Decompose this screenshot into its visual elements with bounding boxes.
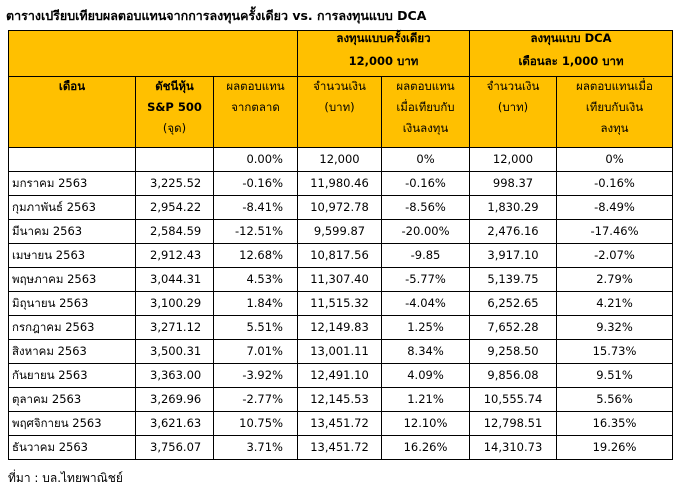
cell-lump-amount: 11,307.40 (298, 268, 382, 292)
cell-dca-return: 9.51% (557, 364, 673, 388)
header-dca-return-line2: เทียบกับเงิน (585, 100, 644, 114)
cell-lump-return: -20.00% (382, 220, 470, 244)
table-row (9, 412, 673, 436)
cell-sp500-index: 3,269.96 (136, 388, 214, 412)
cell-lump-amount: 12,000 (298, 148, 382, 172)
cell-lump-amount: 13,451.72 (298, 436, 382, 460)
cell-dca-return: -0.16% (557, 172, 673, 196)
cell-dca-return: -2.07% (557, 244, 673, 268)
cell-dca-amount: 998.37 (470, 172, 557, 196)
header-group-lump-line1: ลงทุนแบบครั้งเดียว (336, 31, 431, 45)
cell-sp500-index: 2,912.43 (136, 244, 214, 268)
cell-dca-amount: 5,139.75 (470, 268, 557, 292)
cell-dca-amount: 6,252.65 (470, 292, 557, 316)
table-row (9, 436, 673, 460)
cell-dca-return: 9.32% (557, 316, 673, 340)
cell-lump-amount: 12,145.53 (298, 388, 382, 412)
cell-month: สิงหาคม 2563 (9, 340, 136, 364)
table-row (9, 292, 673, 316)
cell-dca-amount: 14,310.73 (470, 436, 557, 460)
header-lump-return-line3: เงินลงทุน (402, 121, 449, 135)
table-row (9, 244, 673, 268)
cell-sp500-index (136, 148, 214, 172)
cell-month: มกราคม 2563 (9, 172, 136, 196)
table-row (9, 148, 673, 172)
header-dca-return-line1: ผลตอบแทนเมื่อ (576, 79, 653, 93)
cell-market-return: -0.16% (214, 172, 298, 196)
cell-dca-return: -8.49% (557, 196, 673, 220)
cell-dca-amount: 9,258.50 (470, 340, 557, 364)
cell-market-return: 3.71% (214, 436, 298, 460)
header-market-return-line1: ผลตอบแทน (226, 79, 285, 93)
source-note: ที่มา : บล.ไทยพาณิชย์ (8, 471, 123, 485)
header-dca-amount-line2: (บาท) (497, 100, 529, 114)
header-market-return (214, 77, 298, 148)
cell-lump-return: -4.04% (382, 292, 470, 316)
cell-sp500-index: 2,584.59 (136, 220, 214, 244)
cell-month: เมษายน 2563 (9, 244, 136, 268)
header-index-line1: ดัชนีหุ้น (155, 79, 194, 93)
cell-month: กรกฎาคม 2563 (9, 316, 136, 340)
cell-dca-return: 2.79% (557, 268, 673, 292)
cell-market-return: -12.51% (214, 220, 298, 244)
table-body (9, 148, 673, 460)
cell-sp500-index: 3,100.29 (136, 292, 214, 316)
header-lump-return (382, 77, 470, 148)
table-row (9, 364, 673, 388)
cell-lump-return: 4.09% (382, 364, 470, 388)
cell-market-return: 5.51% (214, 316, 298, 340)
cell-month: ธันวาคม 2563 (9, 436, 136, 460)
header-month-label: เดือน (58, 79, 86, 93)
cell-dca-return: 16.35% (557, 412, 673, 436)
header-index-line2: S&P 500 (147, 100, 202, 114)
cell-lump-amount: 11,980.46 (298, 172, 382, 196)
cell-lump-return: 8.34% (382, 340, 470, 364)
table-row (9, 340, 673, 364)
cell-dca-amount: 12,000 (470, 148, 557, 172)
cell-market-return: 4.53% (214, 268, 298, 292)
header-dca-amount-line1: จำนวนเงิน (486, 79, 540, 93)
cell-market-return: 0.00% (214, 148, 298, 172)
cell-lump-amount: 13,001.11 (298, 340, 382, 364)
cell-dca-amount: 3,917.10 (470, 244, 557, 268)
cell-dca-amount: 1,830.29 (470, 196, 557, 220)
table-row (9, 316, 673, 340)
table-row (9, 196, 673, 220)
header-group-dca (470, 31, 673, 77)
table-row (9, 268, 673, 292)
cell-month: พฤศจิกายน 2563 (9, 412, 136, 436)
cell-dca-amount: 9,856.08 (470, 364, 557, 388)
cell-dca-amount: 10,555.74 (470, 388, 557, 412)
header-group-lump-line2: 12,000 บาท (348, 54, 419, 68)
header-empty-group (9, 31, 298, 77)
cell-lump-amount: 13,451.72 (298, 412, 382, 436)
header-group-dca-line1: ลงทุนแบบ DCA (530, 31, 612, 45)
cell-dca-amount: 7,652.28 (470, 316, 557, 340)
header-dca-return (557, 77, 673, 148)
cell-lump-return: -0.16% (382, 172, 470, 196)
table-row (9, 388, 673, 412)
cell-lump-return: -5.77% (382, 268, 470, 292)
header-lump-amount-line1: จำนวนเงิน (313, 79, 366, 93)
cell-month: ตุลาคม 2563 (9, 388, 136, 412)
cell-dca-return: 5.56% (557, 388, 673, 412)
comparison-table (8, 30, 673, 460)
cell-sp500-index: 3,225.52 (136, 172, 214, 196)
cell-market-return: 1.84% (214, 292, 298, 316)
cell-dca-return: 0% (557, 148, 673, 172)
header-index-line3: (จุด) (162, 121, 187, 135)
cell-sp500-index: 3,756.07 (136, 436, 214, 460)
cell-lump-return: 0% (382, 148, 470, 172)
header-dca-return-line3: ลงทุน (600, 121, 629, 135)
cell-lump-amount: 12,149.83 (298, 316, 382, 340)
table-title: ตารางเปรียบเทียบผลตอบแทนจากการลงทุนครั้งเดียว vs. การลงทุนแบบ DCA (6, 8, 427, 23)
table-row (9, 172, 673, 196)
header-lump-return-line2: เมื่อเทียบกับ (396, 100, 455, 114)
cell-lump-amount: 11,515.32 (298, 292, 382, 316)
cell-lump-amount: 9,599.87 (298, 220, 382, 244)
cell-month (9, 148, 136, 172)
cell-lump-return: 1.21% (382, 388, 470, 412)
cell-market-return: -3.92% (214, 364, 298, 388)
cell-dca-amount: 2,476.16 (470, 220, 557, 244)
cell-lump-return: -9.85 (382, 244, 470, 268)
cell-sp500-index: 3,363.00 (136, 364, 214, 388)
cell-month: กุมภาพันธ์ 2563 (9, 196, 136, 220)
header-lump-amount-line2: (บาท) (324, 100, 355, 114)
cell-lump-amount: 10,972.78 (298, 196, 382, 220)
table-row (9, 220, 673, 244)
cell-month: มิถุนายน 2563 (9, 292, 136, 316)
cell-market-return: 10.75% (214, 412, 298, 436)
table-header (9, 31, 673, 148)
cell-dca-return: 15.73% (557, 340, 673, 364)
cell-market-return: -2.77% (214, 388, 298, 412)
header-market-return-line2: จากตลาด (231, 100, 280, 114)
cell-market-return: -8.41% (214, 196, 298, 220)
header-dca-amount (470, 77, 557, 148)
header-lump-return-line1: ผลตอบแทน (396, 79, 455, 93)
cell-market-return: 12.68% (214, 244, 298, 268)
header-index (136, 77, 214, 148)
cell-sp500-index: 3,271.12 (136, 316, 214, 340)
cell-dca-amount: 12,798.51 (470, 412, 557, 436)
cell-sp500-index: 3,500.31 (136, 340, 214, 364)
cell-market-return: 7.01% (214, 340, 298, 364)
cell-lump-return: 16.26% (382, 436, 470, 460)
cell-lump-return: 1.25% (382, 316, 470, 340)
cell-lump-return: -8.56% (382, 196, 470, 220)
cell-dca-return: -17.46% (557, 220, 673, 244)
cell-sp500-index: 3,044.31 (136, 268, 214, 292)
header-group-dca-line2: เดือนละ 1,000 บาท (518, 54, 624, 68)
header-group-lump-sum (298, 31, 470, 77)
cell-month: กันยายน 2563 (9, 364, 136, 388)
cell-dca-return: 4.21% (557, 292, 673, 316)
cell-lump-amount: 12,491.10 (298, 364, 382, 388)
cell-sp500-index: 3,621.63 (136, 412, 214, 436)
header-lump-amount (298, 77, 382, 148)
cell-month: มีนาคม 2563 (9, 220, 136, 244)
cell-month: พฤษภาคม 2563 (9, 268, 136, 292)
cell-sp500-index: 2,954.22 (136, 196, 214, 220)
cell-lump-return: 12.10% (382, 412, 470, 436)
header-month (9, 77, 136, 148)
cell-lump-amount: 10,817.56 (298, 244, 382, 268)
cell-dca-return: 19.26% (557, 436, 673, 460)
